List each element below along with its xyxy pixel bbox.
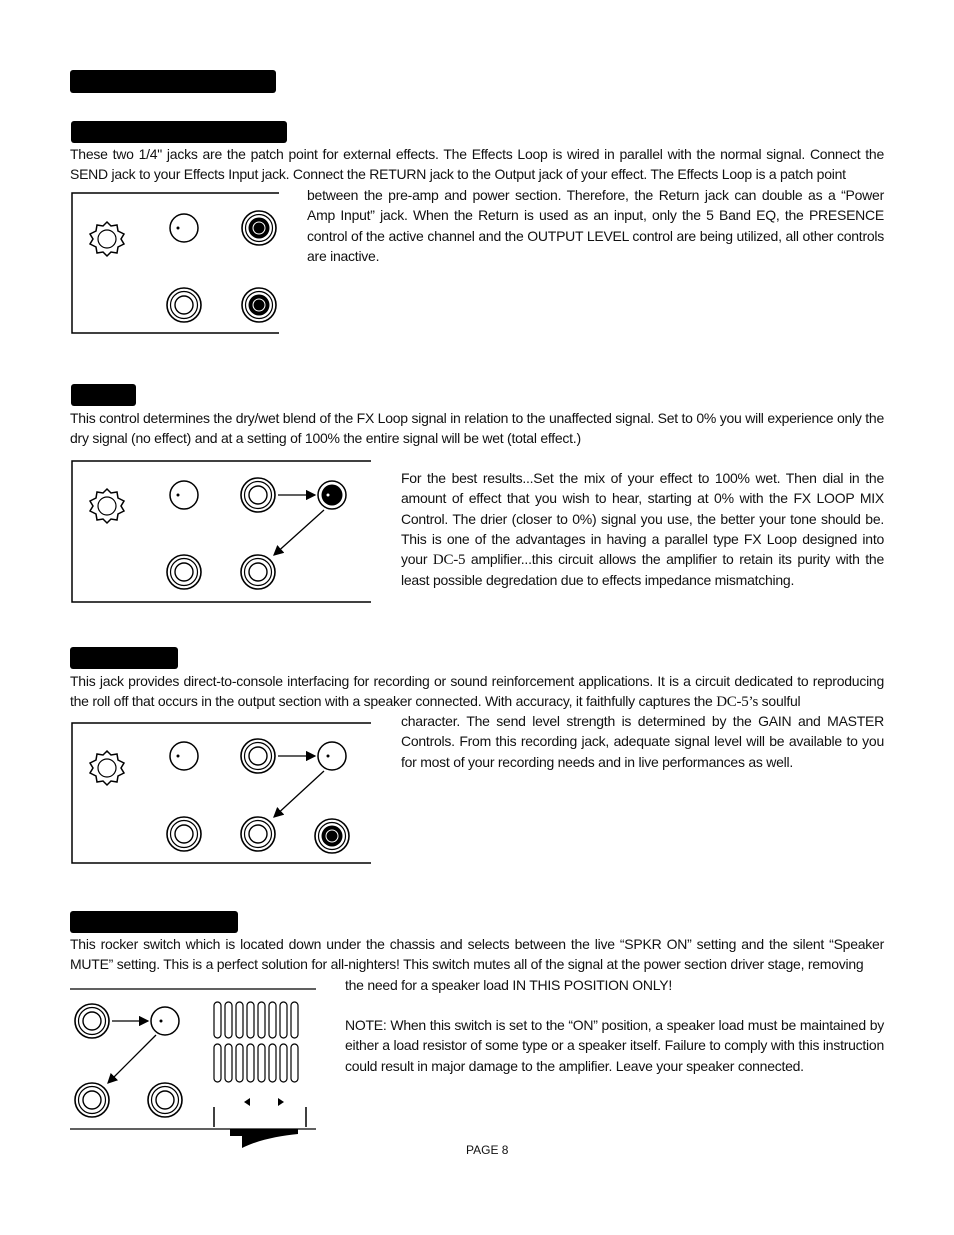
arrow-left-icon: [244, 1098, 250, 1106]
knob-icon: [151, 1007, 179, 1035]
speaker-heading-bar: [70, 911, 238, 933]
rotary-knob-icon: [90, 489, 124, 523]
jack-icon: [75, 1083, 109, 1117]
mix-panel-diagram: [68, 458, 374, 606]
fx-loop-intro: These two 1/4" jacks are the patch point for external effects. The Effects Loop is wired in parallel with the normal signal. Connect the SEND jack to your Effects Input jack. Connect the RETURN jack to the Output jack of your effect. The Effects Loop is a patch point: [70, 146, 884, 183]
fx-mix-knob-icon: [318, 481, 346, 509]
knob-icon: [318, 742, 346, 770]
fx-loop-heading-bar: [71, 121, 287, 143]
mix-body-text-b: amplifier...this circuit allows the amplifier to retain its purity with the least possible degredation due to effects impedance mismatching.: [401, 551, 884, 589]
vent-slots: [214, 1002, 298, 1082]
recording-out-jack-icon: [315, 819, 349, 853]
speaker-continued: the need for a speaker load IN THIS POSITION ONLY!: [345, 977, 673, 993]
fx-send-jack-icon: [242, 288, 276, 322]
speaker-note: NOTE: When this switch is set to the “ON” position, a speaker load must be maintained by either a load resistor of some type or a speaker itself. Failure to comply with this instruction could result in major damage to the amplifier. Leave your speaker connected.: [345, 1017, 884, 1074]
mix-intro: This control determines the dry/wet blend of the FX Loop signal in relation to the unaffected signal. Set to 0% you will experience only the dry signal (no effect) and at a setting of 100% the entire signal will be wet (total effect.): [70, 410, 884, 447]
jack-icon: [148, 1083, 182, 1117]
jack-icon: [241, 478, 275, 512]
jack-icon: [167, 817, 201, 851]
recording-heading-bar: [70, 647, 178, 669]
mix-body-text-a: For the best results...Set the mix of your effect to 100% wet. Then dial in the amount of effect that you wish to hear, starting at 0% with the FX LOOP MIX Control. The drier (closer to 0%) signal you use, the better your tone should be. This is one of the advantages in having a parallel type FX Loop designed into your: [401, 470, 884, 568]
speaker-switch-diagram: [68, 986, 320, 1152]
jack-icon: [241, 739, 275, 773]
recording-intro-text-b: soulful: [758, 693, 801, 710]
rocker-switch-icon: [230, 1129, 298, 1148]
page-heading-bar: [70, 70, 276, 93]
model-name: DC-5’s: [716, 694, 759, 711]
knob-icon: [170, 481, 198, 509]
arrow-right-icon: [278, 1098, 284, 1106]
mix-knob-icon: [170, 214, 198, 242]
speaker-intro: This rocker switch which is located down under the chassis and selects between the live “SPKR ON” setting and the silent “Speaker MUTE” setting. This is a perfect solution for all-nighters! This switch mutes all of the signal at the power section driver stage, removing: [70, 936, 884, 973]
jack-icon: [167, 555, 201, 589]
jack-icon: [241, 817, 275, 851]
recording-continued: character. The send level strength is determined by the GAIN and MASTER Controls. From this recording jack, adequate signal level will be available to you for most of your recording needs and in live performances as well.: [401, 713, 884, 770]
rotary-knob-icon: [90, 751, 124, 785]
mix-body: [401, 468, 884, 591]
knob-icon: [170, 742, 198, 770]
rotary-knob-icon: [90, 222, 124, 256]
jack-icon: [75, 1004, 109, 1038]
recording-intro-text-a: This jack provides direct-to-console interfacing for recording or sound reinforcement applications. It is a circuit dedicated to reproducing the roll off that occurs in the output section with a speaker connected. With accuracy, it faithfully captures the: [70, 673, 884, 710]
recording-intro: [70, 671, 884, 713]
recording-panel-diagram: [68, 720, 374, 868]
page-number: PAGE 8: [466, 1143, 509, 1157]
mix-heading-bar: [71, 384, 136, 406]
fx-return-jack-icon: [242, 211, 276, 245]
fx-loop-panel-diagram: [68, 190, 282, 338]
model-name: DC-5: [432, 552, 466, 569]
fx-loop-continued: between the pre-amp and power section. Therefore, the Return jack can double as a “Power Amp Input” jack. When the Return is used as an input, only the 5 Band EQ, the PRESENCE control of the active channel and the OUTPUT LEVEL control are being utilized, all other controls are inactive.: [307, 187, 884, 264]
jack-icon: [241, 555, 275, 589]
jack-icon: [167, 288, 201, 322]
